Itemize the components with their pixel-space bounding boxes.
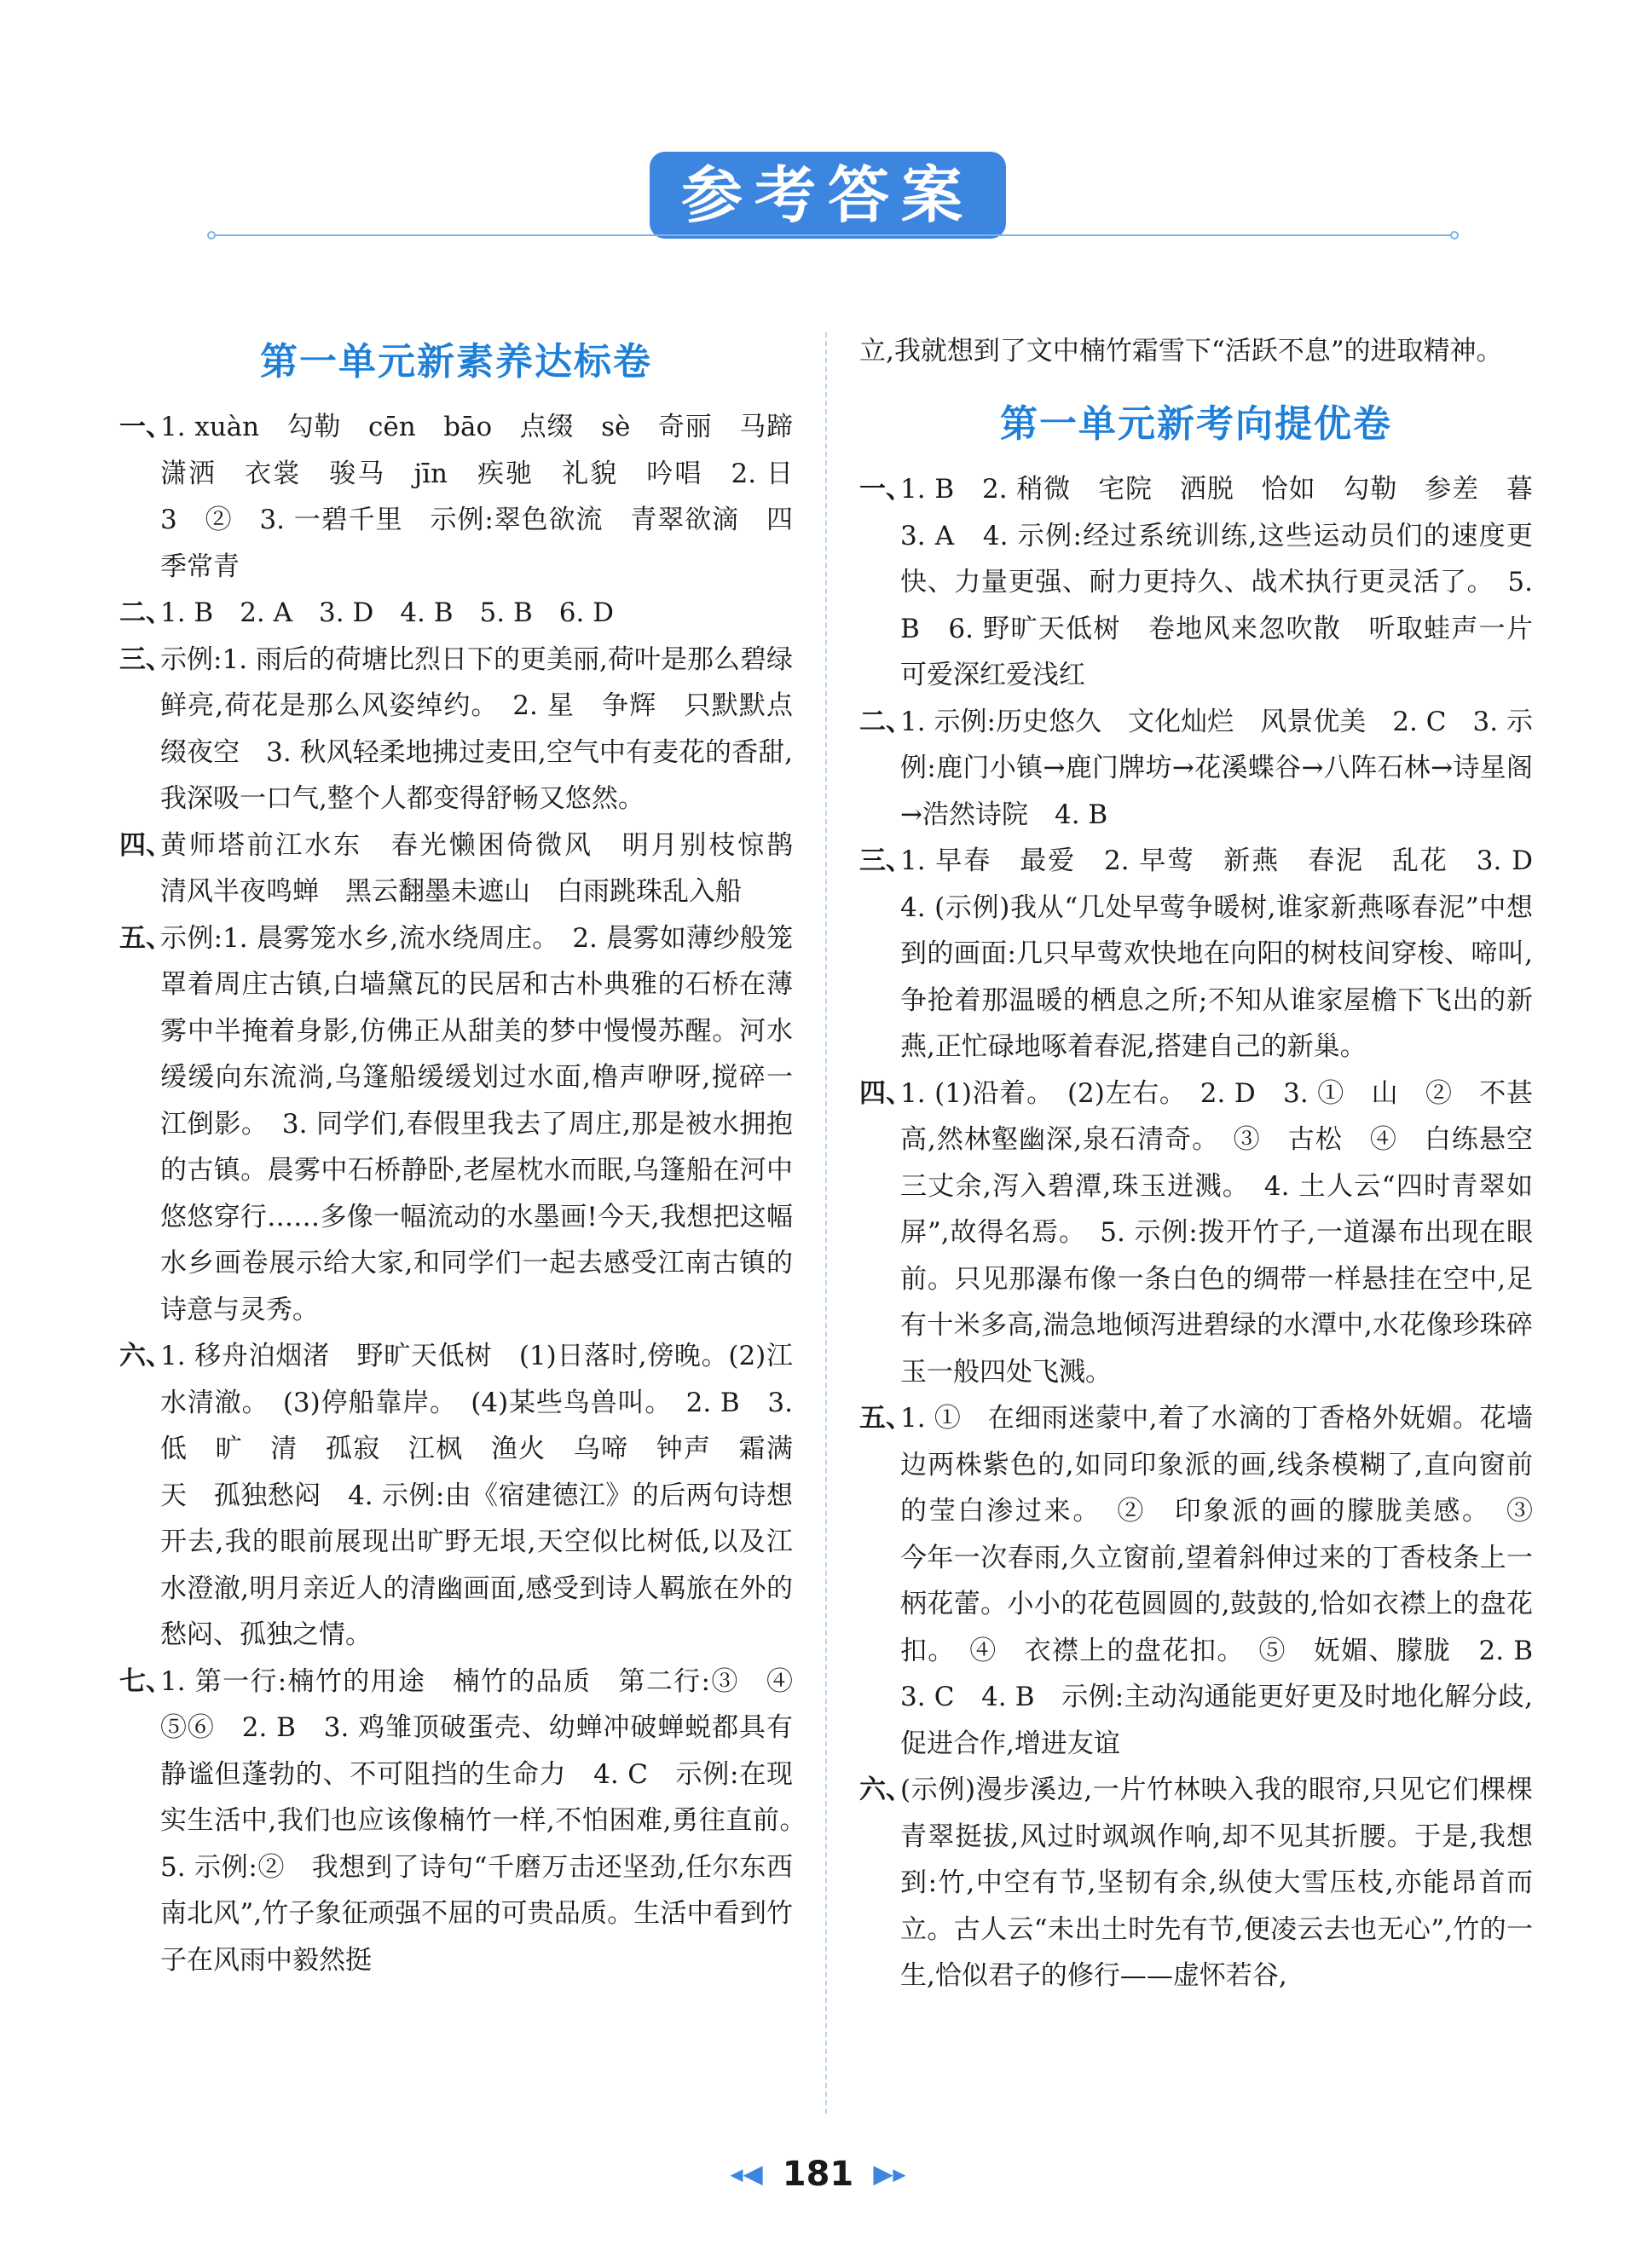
entry-text: 示例:1. 雨后的荷塘比烈日下的更美丽,荷叶是那么碧绿鲜亮,荷花是那么风姿绰约。 2. 星 争辉 只默默点缀夜空 3. 秋风轻柔地拂过麦田,空气中有麦花的香甜,我深吸一口气,整个人都变得舒畅又悠然。 bbox=[160, 643, 793, 814]
entry-text: 1. (1)沿着。 (2)左右。 2. D 3. ① 山 ② 不甚高,然林壑幽深,泉石清奇。 ③ 古松 ④ 白练悬空三丈余,泻入碧潭,珠玉迸溅。 4. 土人云“四时青翠如屏”,故得名焉。 5. 示例:拨开竹子,一道瀑布出现在眼前。只见那瀑布像一条白色的绸带一样悬挂在空中,足有十米多高,湍急地倾泻进碧绿的水潭中,水花像珍珠碎玉一般四处飞溅。 bbox=[900, 1077, 1533, 1388]
decorative-line bbox=[206, 230, 1460, 240]
entry-text: (示例)漫步溪边,一片竹林映入我的眼帘,只见它们棵棵青翠挺拔,风过时飒飒作响,却不见其折腰。于是,我想到:竹,中空有节,坚韧有余,纵使大雪压枝,亦能昂首而立。古人云“未出土时先有节,便凌云去也无心”,竹的一生,恰似君子的修行——虚怀若谷, bbox=[900, 1775, 1533, 1991]
entry-number: 三、 bbox=[859, 845, 912, 876]
answer-entry bbox=[119, 637, 793, 822]
entry-text: 示例:1. 晨雾笼水乡,流水绕周庄。 2. 晨雾如薄纱般笼罩着周庄古镇,白墙黛瓦的民居和古朴典雅的石桥在薄雾中半掩着身影,仿佛正从甜美的梦中慢慢苏醒。河水缓缓向东流淌,乌篷船缓缓划过水面,橹声咿呀,搅碎一江倒影。 3. 同学们,春假里我去了周庄,那是被水拥抱的古镇。晨雾中石桥静卧,老屋枕水而眠,乌篷船在河中悠悠穿行……多像一幅流动的水墨画!今天,我想把这幅水乡画卷展示给大家,和同学们一起去感受江南古镇的诗意与灵秀。 bbox=[160, 922, 793, 1325]
page-number: 181 bbox=[782, 2155, 854, 2194]
continued-text: 立,我就想到了文中楠竹霜雪下“活跃不息”的进取精神。 bbox=[859, 336, 1503, 366]
column-divider bbox=[825, 332, 827, 2114]
entry-text: 1. 示例:历史悠久 文化灿烂 风景优美 2. C 3. 示例:鹿门小镇→鹿门牌坊→花溪蝶谷→八阵石林→诗星阁→浩然诗院 4. B bbox=[900, 706, 1533, 830]
entry-text: 黄师塔前江水东 春光懒困倚微风 明月别枝惊鹊 清风半夜鸣蝉 黑云翻墨未遮山 白雨跳珠乱入船 bbox=[160, 829, 819, 907]
page-title: 参考答案 bbox=[650, 152, 1006, 239]
entry-number: 一、 bbox=[119, 412, 172, 442]
entry-text: 1. B 2. A 3. D 4. B 5. B 6. D bbox=[160, 597, 615, 628]
answer-entry bbox=[119, 590, 793, 637]
prev-arrows-icon: ◂◀ bbox=[730, 2159, 763, 2190]
entry-text: 1. 早春 最爱 2. 早莺 新燕 春泥 乱花 3. D 4. (示例)我从“几处早莺争暖树,谁家新燕啄春泥”中想到的画面:几只早莺欢快地在向阳的树枝间穿梭、啼叫,争抢着那温暖的栖息之所;不知从谁家屋檐下飞出的新燕,正忙碌地啄着春泥,搭建自己的新巢。 bbox=[900, 845, 1559, 1062]
entry-text: 1. 第一行:楠竹的用途 楠竹的品质 第二行:③ ④ ⑤⑥ 2. B 3. 鸡雏顶破蛋壳、幼蝉冲破蝉蜕都具有静谧但蓬勃的、不可阻挡的生命力 4. C 示例:在现实生活中,我们也应该像楠竹一样,不怕困难,勇往直前。 5. 示例:② 我想到了诗句“千磨万击还坚劲,任尔东西南北风”,竹子象征顽强不屈的可贵品质。生活中看到竹子在风雨中毅然挺 bbox=[160, 1665, 819, 1976]
entry-number: 五、 bbox=[859, 1403, 912, 1434]
answer-entry bbox=[859, 1071, 1533, 1396]
entry-number: 六、 bbox=[119, 1341, 172, 1371]
left-column bbox=[119, 315, 819, 1983]
entry-text: 1. xuàn 勾勒 cēn bāo 点缀 sè 奇丽 马蹄 潇洒 衣裳 骏马 jīn 疾驰 礼貌 吟唱 2. 日 3 ② 3. 一碧千里 示例:翠色欲流 青翠欲滴 四季常青 bbox=[160, 412, 819, 582]
page-footer bbox=[0, 2155, 1636, 2194]
next-arrows-icon: ▶▸ bbox=[873, 2159, 906, 2190]
right-column bbox=[859, 328, 1559, 2000]
entry-number: 一、 bbox=[859, 474, 912, 505]
entry-number: 五、 bbox=[119, 922, 172, 954]
answer-entry bbox=[859, 466, 1559, 699]
entry-number: 六、 bbox=[859, 1775, 912, 1805]
section-title-right: 第一单元新考向提优卷 bbox=[1000, 402, 1392, 446]
entry-number: 四、 bbox=[859, 1077, 912, 1109]
answer-entry bbox=[859, 838, 1559, 1071]
answer-entry bbox=[119, 1333, 793, 1659]
answer-entry bbox=[119, 1659, 819, 1984]
answer-entry bbox=[119, 915, 793, 1334]
section-title-left: 第一单元新素养达标卷 bbox=[260, 340, 652, 384]
answer-entry bbox=[859, 699, 1533, 839]
answer-entry bbox=[119, 822, 819, 915]
answer-entry bbox=[859, 1395, 1559, 1767]
answer-entry bbox=[859, 1767, 1533, 2000]
entry-text: 1. B 2. 稍微 宅院 洒脱 恰如 勾勒 参差 暮 3. A 4. 示例:经过系统训练,这些运动员们的速度更快、力量更强、耐力更持久、战术执行更灵活了。 5. B 6. 野旷天低树 卷地风来忽吹散 听取蛙声一片 可爱深红爱浅红 bbox=[900, 474, 1559, 690]
page-header bbox=[0, 0, 1636, 273]
entry-number: 三、 bbox=[119, 643, 172, 675]
entry-number: 七、 bbox=[119, 1665, 172, 1697]
entry-number: 二、 bbox=[119, 597, 172, 628]
entry-text: 1. 移舟泊烟渚 野旷天低树 (1)日落时,傍晚。(2)江水清澈。 (3)停船靠岸。 (4)某些鸟兽叫。 2. B 3. 低 旷 清 孤寂 江枫 渔火 乌啼 钟声 霜满天 孤独愁闷 4. 示例:由《宿建德江》的后两句诗想开去,我的眼前展现出旷野无垠,天空似比树低,以及江水澄澈,明月亲近人的清幽画面,感受到诗人羁旅在外的愁闷、孤独之情。 bbox=[160, 1341, 793, 1650]
entry-number: 二、 bbox=[859, 706, 912, 737]
answer-entry bbox=[119, 404, 819, 590]
entry-text: 1. ① 在细雨迷蒙中,着了水滴的丁香格外妩媚。花墙边两株紫色的,如同印象派的画,线条模糊了,直向窗前的莹白渗过来。 ② 印象派的画的朦胧美感。 ③ 今年一次春雨,久立窗前,望着斜伸过来的丁香枝条上一柄花蕾。小小的花苞圆圆的,鼓鼓的,恰如衣襟上的盘花扣。 ④ 衣襟上的盘花扣。 ⑤ 妩媚、朦胧 2. B 3. C 4. B 示例:主动沟通能更好更及时地化解分歧,促进合作,增进友谊 bbox=[900, 1403, 1559, 1759]
entry-number: 四、 bbox=[119, 829, 172, 861]
